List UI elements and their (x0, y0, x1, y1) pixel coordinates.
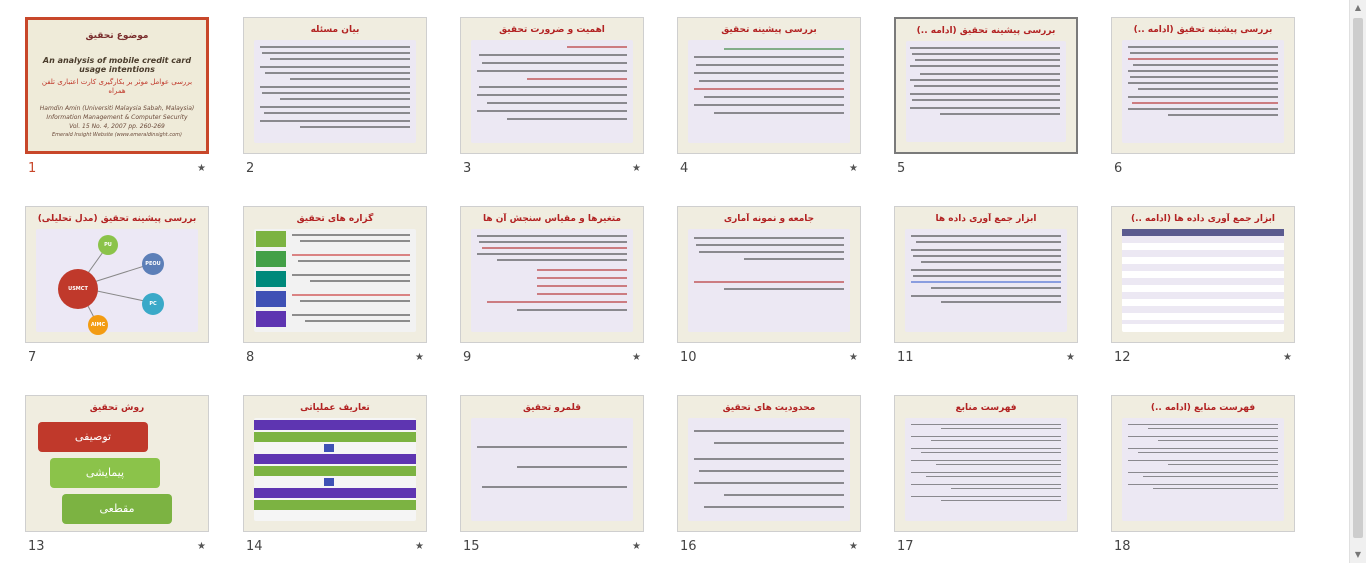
node-bottom: AIMC (88, 315, 108, 335)
slide-content (471, 40, 633, 143)
slide-preview[interactable] (25, 17, 209, 154)
slide-preview[interactable] (894, 17, 1078, 154)
slide-thumbnail-2[interactable] (243, 17, 459, 192)
slide-title: متغیرها و مقیاس سنجش آن ها (482, 214, 622, 224)
slide-thumbnail-17[interactable] (894, 395, 1110, 570)
persian-subtitle: بررسی عوامل موثر بر بکارگیری کارت اعتباری تلفن همراه (41, 78, 193, 95)
slide-thumbnail-10[interactable] (677, 206, 893, 381)
slide-preview[interactable] (894, 395, 1078, 532)
slide-title: روش تحقیق (89, 403, 145, 413)
slide-title: اهمیت و ضرورت تحقیق (499, 25, 605, 35)
slide-title: فهرست منابع (955, 403, 1017, 413)
publisher: Emerald Insight Website (www.emeraldinsight.com) (52, 132, 182, 138)
slide-title: بررسی پیشینه تحقیق (721, 25, 817, 35)
slide-preview[interactable] (460, 17, 644, 154)
slide-title: بررسی پیشینه تحقیق (ادامه ..) (1133, 25, 1273, 35)
slide-title: قلمرو تحقیق (522, 403, 582, 413)
slide-preview[interactable] (460, 395, 644, 532)
slide-preview[interactable] (1111, 206, 1295, 343)
slide-title: بیان مسئله (310, 25, 360, 35)
slide-number: 15 (463, 539, 480, 554)
animation-star-icon: ★ (197, 163, 206, 174)
slide-preview[interactable] (1111, 17, 1295, 154)
slide-preview[interactable] (243, 395, 427, 532)
animation-star-icon: ★ (849, 163, 858, 174)
method-survey: پیمایشی (50, 458, 160, 488)
animation-star-icon: ★ (632, 163, 641, 174)
slide-content (905, 418, 1067, 521)
animation-star-icon: ★ (1066, 352, 1075, 363)
slide-table (1122, 229, 1284, 332)
slide-thumbnail-5[interactable] (894, 17, 1110, 192)
slide-thumbnail-4[interactable] (677, 17, 893, 192)
slide-number: 9 (463, 350, 472, 365)
slide-content (471, 229, 633, 332)
slide-content (1122, 40, 1284, 143)
slide-number: 5 (897, 161, 906, 176)
slide-preview[interactable] (1111, 395, 1295, 532)
slide-number: 8 (246, 350, 255, 365)
slide-title: محدودیت های تحقیق (722, 403, 816, 413)
slide-thumbnail-1[interactable] (25, 17, 241, 192)
slide-preview[interactable] (243, 17, 427, 154)
animation-star-icon: ★ (632, 541, 641, 552)
slide-thumbnail-8[interactable] (243, 206, 459, 381)
slide-thumbnail-18[interactable] (1111, 395, 1327, 570)
slide-preview[interactable] (894, 206, 1078, 343)
slide-number: 6 (1114, 161, 1123, 176)
animation-star-icon: ★ (849, 352, 858, 363)
slide-title: جامعه و نمونه آماری (723, 214, 815, 224)
slide-thumbnail-16[interactable] (677, 395, 893, 570)
slide-number: 7 (28, 350, 37, 365)
slide-title: ابزار جمع آوری داده ها (ادامه ..) (1130, 214, 1276, 224)
slide-content (688, 229, 850, 332)
slide-content (688, 40, 850, 143)
slide-preview[interactable] (677, 395, 861, 532)
slide-title: تعاریف عملیاتی (300, 403, 370, 413)
slide-number: 18 (1114, 539, 1131, 554)
slide-preview[interactable] (25, 206, 209, 343)
slide-content (471, 418, 633, 521)
slide-number: 13 (28, 539, 45, 554)
animation-star-icon: ★ (632, 352, 641, 363)
node-top: PU (98, 235, 118, 255)
slide-number: 16 (680, 539, 697, 554)
slide-title: بررسی پیشینه تحقیق (ادامه ..) (916, 26, 1056, 36)
slide-thumbnail-13[interactable] (25, 395, 241, 570)
english-title: An analysis of mobile credit card usage intentions (42, 56, 192, 74)
slide-thumbnail-3[interactable] (460, 17, 676, 192)
slide-content (906, 41, 1066, 142)
slide-preview[interactable] (243, 206, 427, 343)
slide-number: 12 (1114, 350, 1131, 365)
slide-number: 17 (897, 539, 914, 554)
node-right-top: PEOU (142, 253, 164, 275)
journal: Information Management & Computer Security (46, 114, 188, 121)
slide-diagram (36, 229, 198, 332)
animation-star-icon: ★ (415, 541, 424, 552)
authors: Hamdin Amin (Universiti Malaysia Sabah, Malaysia) (39, 105, 195, 112)
slide-thumbnail-14[interactable] (243, 395, 459, 570)
slide-title: موضوع تحقیق (85, 31, 149, 41)
node-right-bottom: PC (142, 293, 164, 315)
slide-content (254, 40, 416, 143)
scroll-down-arrow-icon[interactable]: ▼ (1354, 550, 1362, 559)
method-cross-sectional: مقطعی (62, 494, 172, 524)
slide-thumbnail-9[interactable] (460, 206, 676, 381)
scroll-thumb[interactable] (1353, 18, 1363, 538)
slide-title: ابزار جمع آوری داده ها (935, 214, 1037, 224)
slide-number: 3 (463, 161, 472, 176)
slide-thumbnail-12[interactable] (1111, 206, 1327, 381)
slide-number: 1 (28, 161, 37, 176)
slide-title: گزاره های تحقیق (296, 214, 374, 224)
slide-thumbnail-6[interactable] (1111, 17, 1327, 192)
slide-number: 4 (680, 161, 689, 176)
slide-thumbnail-11[interactable] (894, 206, 1110, 381)
slide-content (688, 418, 850, 521)
slide-thumbnail-15[interactable] (460, 395, 676, 570)
volume: Vol. 15 No. 4, 2007 pp. 260-269 (69, 123, 165, 130)
slide-content (254, 229, 416, 332)
method-descriptive: توصیفی (38, 422, 148, 452)
slide-title: بررسی پیشینه تحقیق (مدل تحلیلی) (37, 214, 197, 224)
slide-content (905, 229, 1067, 332)
slide-preview[interactable] (460, 206, 644, 343)
slide-content (254, 418, 416, 521)
animation-star-icon: ★ (415, 352, 424, 363)
scroll-up-arrow-icon[interactable]: ▲ (1354, 3, 1362, 12)
slide-number: 2 (246, 161, 255, 176)
slide-preview[interactable] (677, 206, 861, 343)
slide-title: فهرست منابع (ادامه ..) (1150, 403, 1256, 413)
animation-star-icon: ★ (197, 541, 206, 552)
node-center: USMCT (58, 269, 98, 309)
slide-content (1122, 418, 1284, 521)
slide-preview[interactable] (25, 395, 209, 532)
slide-number: 14 (246, 539, 263, 554)
slide-preview[interactable] (677, 17, 861, 154)
animation-star-icon: ★ (1283, 352, 1292, 363)
animation-star-icon: ★ (849, 541, 858, 552)
slide-number: 10 (680, 350, 697, 365)
vertical-scrollbar[interactable] (1349, 0, 1366, 563)
slide-thumbnail-7[interactable] (25, 206, 241, 381)
slide-number: 11 (897, 350, 914, 365)
